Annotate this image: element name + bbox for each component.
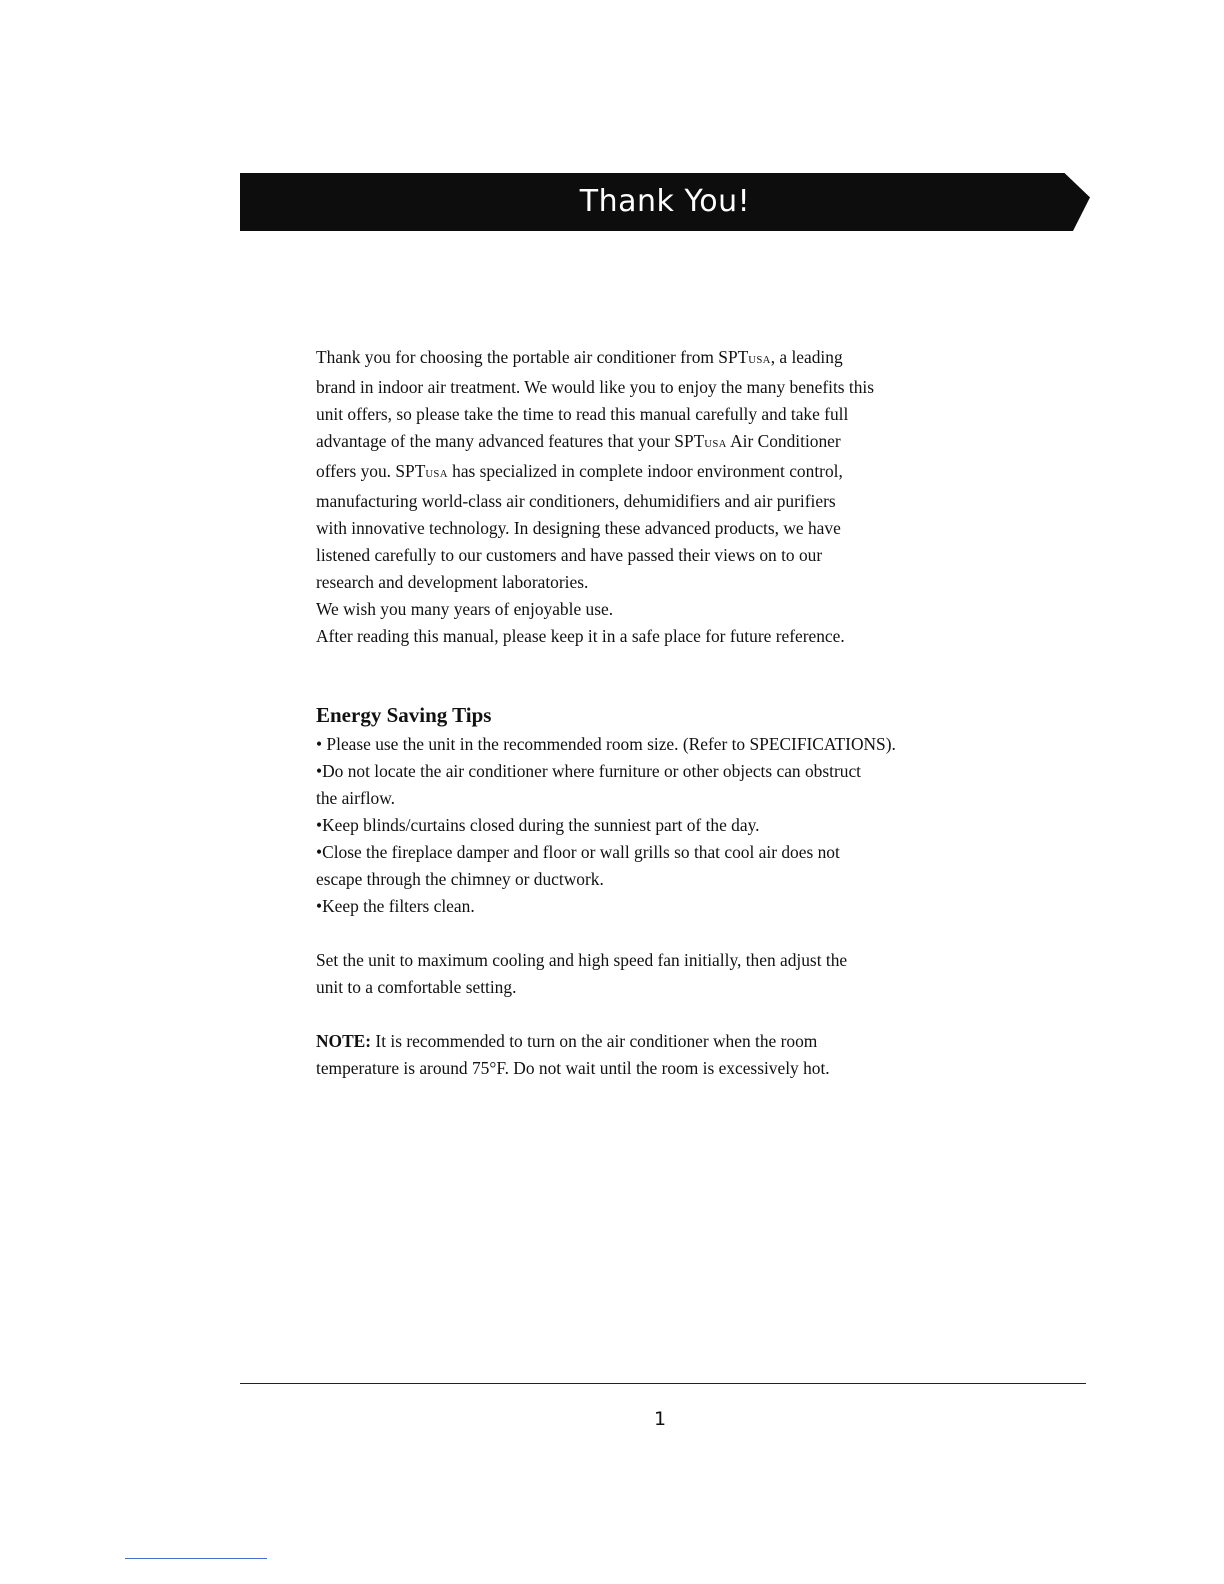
footer-rule [240, 1383, 1086, 1384]
intro-line: research and development laboratories. [316, 572, 589, 592]
setting-paragraph [316, 947, 1046, 1001]
tip-line: escape through the chimney or ductwork. [316, 869, 604, 889]
intro-line: Thank you for choosing the portable air conditioner from SPTUSA, a leading [316, 347, 843, 367]
page-number: 1 [653, 1408, 667, 1430]
intro-line: After reading this manual, please keep it in a safe place for future reference. [316, 626, 845, 646]
energy-tip [316, 731, 1046, 758]
note-label: NOTE: [316, 1031, 372, 1051]
intro-line: with innovative technology. In designing these advanced products, we have [316, 518, 841, 538]
note-line: NOTE: It is recommended to turn on the air conditioner when the room [316, 1031, 818, 1051]
tip-line: •Do not locate the air conditioner where furniture or other objects can obstruct [316, 761, 862, 781]
intro-line: offers you. SPTUSA has specialized in complete indoor environment control, [316, 461, 843, 481]
note-paragraph [316, 1028, 1046, 1082]
tip-line: • Please use the unit in the recommended room size. (Refer to SPECIFICATIONS). [316, 734, 896, 754]
intro-paragraph [316, 344, 1046, 650]
note-line: temperature is around 75°F. Do not wait until the room is excessively hot. [316, 1058, 830, 1078]
intro-line: unit offers, so please take the time to read this manual carefully and take full [316, 404, 849, 424]
energy-tip [316, 812, 1046, 839]
intro-line: advantage of the many advanced features that your SPTUSA Air Conditioner [316, 431, 841, 451]
tip-line: •Close the fireplace damper and floor or wall grills so that cool air does not [316, 842, 840, 862]
energy-tips-heading: Energy Saving Tips [316, 703, 492, 727]
scan-artifact-line [125, 1558, 267, 1559]
intro-line: listened carefully to our customers and have passed their views on to our [316, 545, 823, 565]
tip-line: •Keep the filters clean. [316, 896, 475, 916]
energy-tip [316, 893, 1046, 920]
energy-tips-list [316, 731, 1046, 920]
intro-line: We wish you many years of enjoyable use. [316, 599, 614, 619]
energy-tip [316, 758, 1046, 812]
page-title: Thank You! [579, 184, 751, 219]
tip-line: •Keep blinds/curtains closed during the sunniest part of the day. [316, 815, 760, 835]
setting-line: Set the unit to maximum cooling and high speed fan initially, then adjust the [316, 950, 848, 970]
main-content [316, 344, 1046, 1082]
setting-line: unit to a comfortable setting. [316, 977, 517, 997]
intro-line: brand in indoor air treatment. We would like you to enjoy the many benefits this [316, 377, 875, 397]
energy-tip [316, 839, 1046, 893]
intro-line: manufacturing world-class air conditioners, dehumidifiers and air purifiers [316, 491, 836, 511]
tip-line: the airflow. [316, 788, 396, 808]
